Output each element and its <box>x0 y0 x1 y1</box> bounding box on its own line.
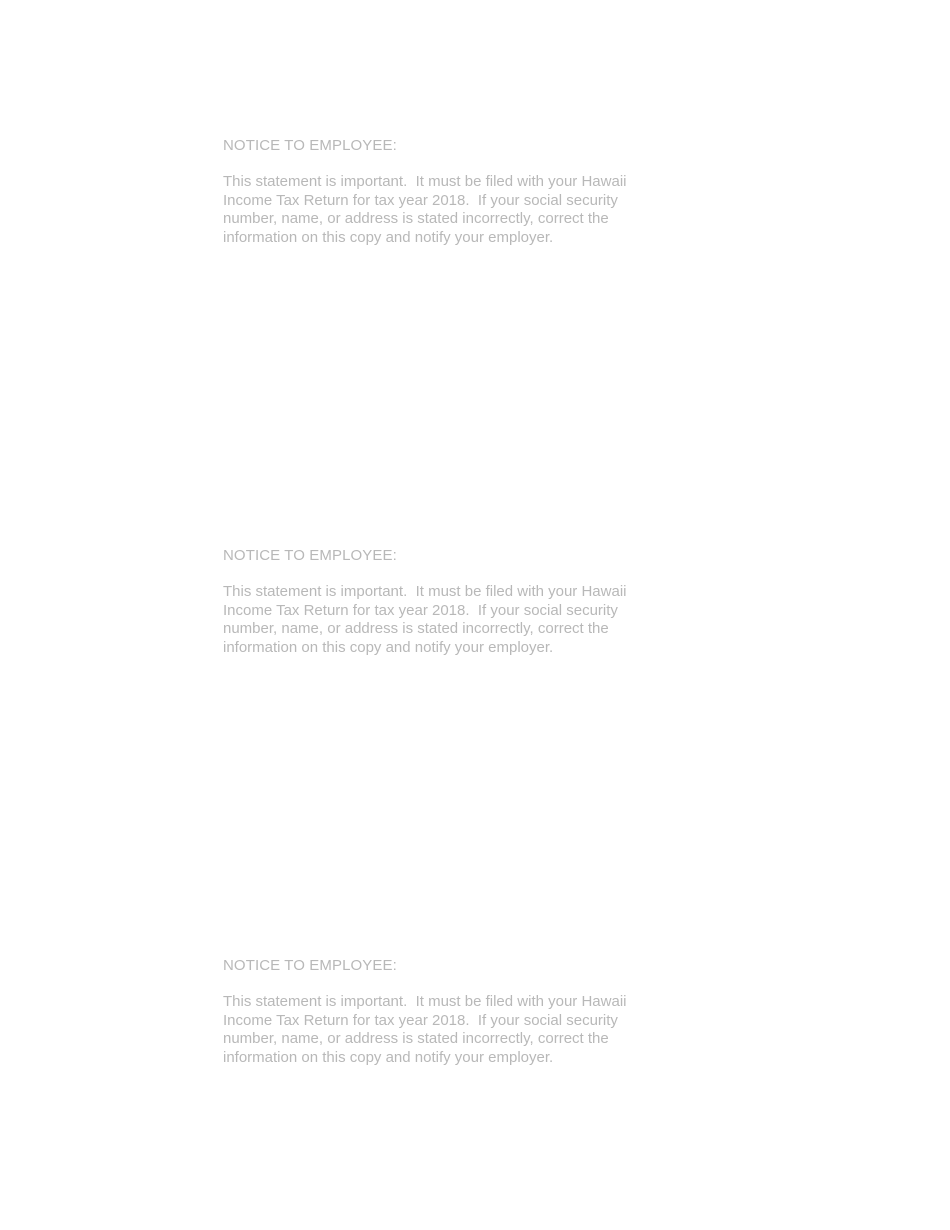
notice-body <box>223 173 663 248</box>
notice-body-line: information on this copy and notify your employer. <box>223 229 554 247</box>
notice-body-line: number, name, or address is stated incorrectly, correct the <box>223 1030 609 1048</box>
notice-body <box>223 583 663 658</box>
notice-body-line: information on this copy and notify your employer. <box>223 1049 554 1067</box>
notice-body-line: Income Tax Return for tax year 2018. If your social security <box>223 191 618 209</box>
notice-body-line: This statement is important. It must be filed with your Hawaii <box>223 173 627 190</box>
notice-body-line: information on this copy and notify your employer. <box>223 639 554 657</box>
notice-to-employee-section <box>223 956 663 1068</box>
notice-body <box>223 993 663 1068</box>
notice-body-line: This statement is important. It must be filed with your Hawaii <box>223 993 627 1010</box>
notice-body-line: This statement is important. It must be filed with your Hawaii <box>223 583 627 600</box>
notice-heading: NOTICE TO EMPLOYEE: <box>223 547 397 564</box>
notice-to-employee-section <box>223 136 663 248</box>
notice-body-line: number, name, or address is stated incorrectly, correct the <box>223 210 609 228</box>
notice-body-line: Income Tax Return for tax year 2018. If your social security <box>223 1011 618 1029</box>
notice-body-line: number, name, or address is stated incorrectly, correct the <box>223 620 609 638</box>
notice-body-line: Income Tax Return for tax year 2018. If your social security <box>223 601 618 619</box>
notice-heading: NOTICE TO EMPLOYEE: <box>223 957 397 974</box>
notice-heading: NOTICE TO EMPLOYEE: <box>223 137 397 154</box>
notice-to-employee-section <box>223 546 663 658</box>
